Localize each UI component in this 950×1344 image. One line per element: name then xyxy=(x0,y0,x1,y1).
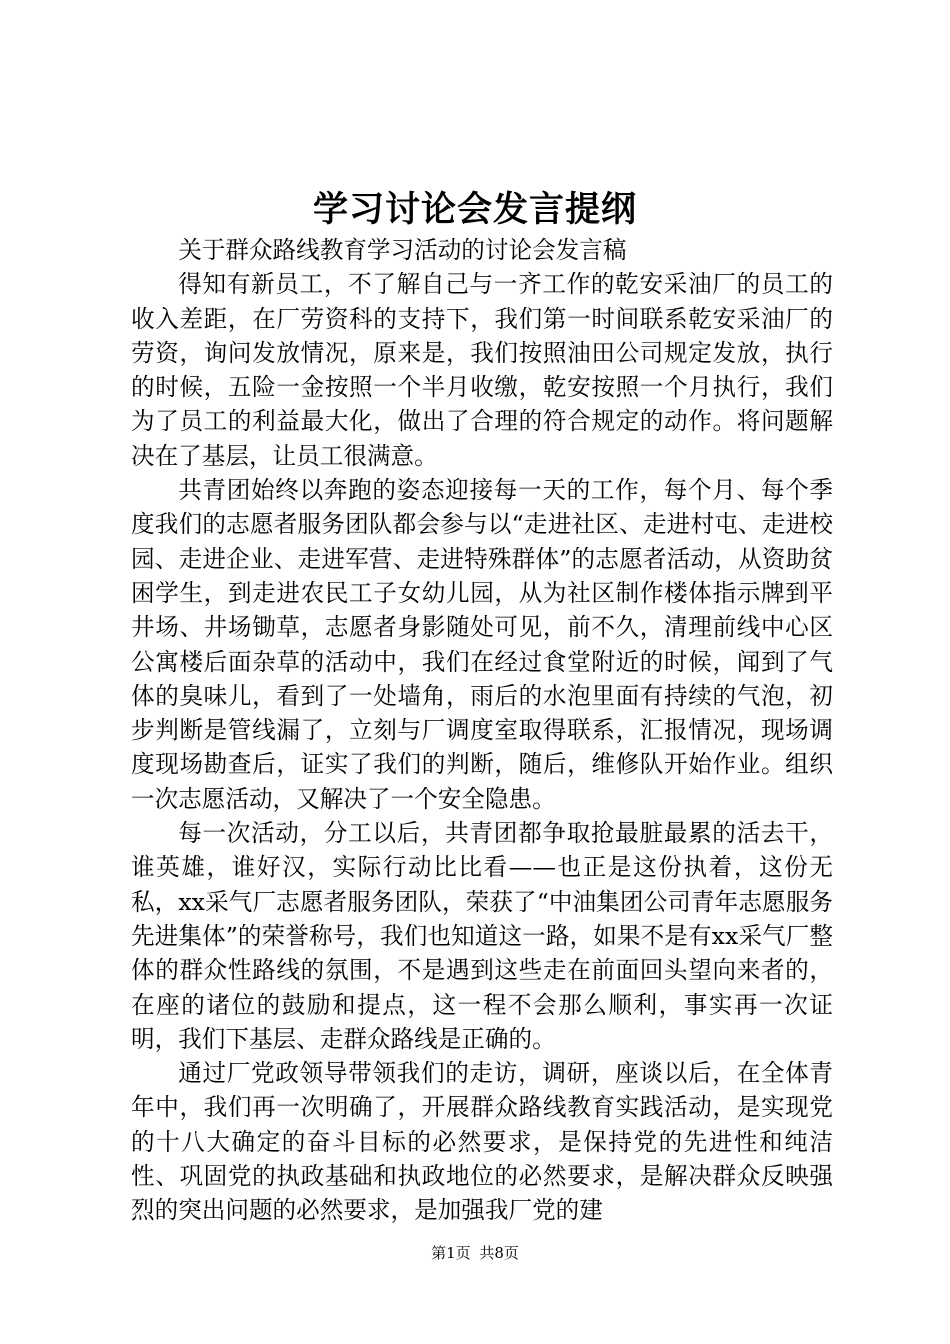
page-total: 共8页 xyxy=(479,1244,519,1262)
body-paragraph: 共青团始终以奔跑的姿态迎接每一天的工作，每个月、每个季度我们的志愿者服务团队都会参与以“走进社区、走进村屯、走进校园、走进企业、走进军营、走进特殊群体”的志愿者活动，从资助贫困学生，到走进农民工子女幼儿园，从为社区制作楼体指示牌到平井场、井场锄草，志愿者身影随处可见，前不久，清理前线中心区公寓楼后面杂草的活动中，我们在经过食堂附近的时候，闻到了气体的臭味儿，看到了一处墙角，雨后的水泡里面有持续的气泡，初步判断是管线漏了，立刻与厂调度室取得联系，汇报情况，现场调度现场勘查后，证实了我们的判断，随后，维修队开始作业。组织一次志愿活动，又解决了一个安全隐患。 xyxy=(131,476,833,813)
document-body xyxy=(131,233,833,1228)
subtitle-paragraph: 关于群众路线教育学习活动的讨论会发言稿 xyxy=(178,236,627,264)
body-paragraph: 通过厂党政领导带领我们的走访，调研，座谈以后，在全体青年中，我们再一次明确了，开展群众路线教育实践活动，是实现党的十八大确定的奋斗目标的必然要求，是保持党的先进性和纯洁性、巩固党的执政基础和执政地位的必然要求，是解决群众反映强烈的突出问题的必然要求，是加强我厂党的建 xyxy=(131,1059,833,1225)
page-number: 第1页 xyxy=(431,1244,471,1262)
document-title: 学习讨论会发言提纲 xyxy=(312,189,637,230)
body-paragraph: 每一次活动，分工以后，共青团都争取抢最脏最累的活去干，谁英雄，谁好汉，实际行动比比看——也正是这份执着，这份无私，xx采气厂志愿者服务团队，荣获了“中油集团公司青年志愿服务先进集体”的荣誉称号，我们也知道这一路，如果不是有xx采气厂整体的群众性路线的氛围，不是遇到这些走在前面回头望向来者的，在座的诸位的鼓励和提点，这一程不会那么顺利，事实再一次证明，我们下基层、走群众路线是正确的。 xyxy=(131,819,833,1053)
body-paragraph: 得知有新员工，不了解自己与一齐工作的乾安采油厂的员工的收入差距，在厂劳资科的支持下，我们第一时间联系乾安采油厂的劳资，询问发放情况，原来是，我们按照油田公司规定发放，执行的时候，五险一金按照一个半月收缴，乾安按照一个月执行，我们为了员工的利益最大化，做出了合理的符合规定的动作。将问题解决在了基层，让员工很满意。 xyxy=(131,270,833,470)
page-footer xyxy=(0,1243,950,1263)
